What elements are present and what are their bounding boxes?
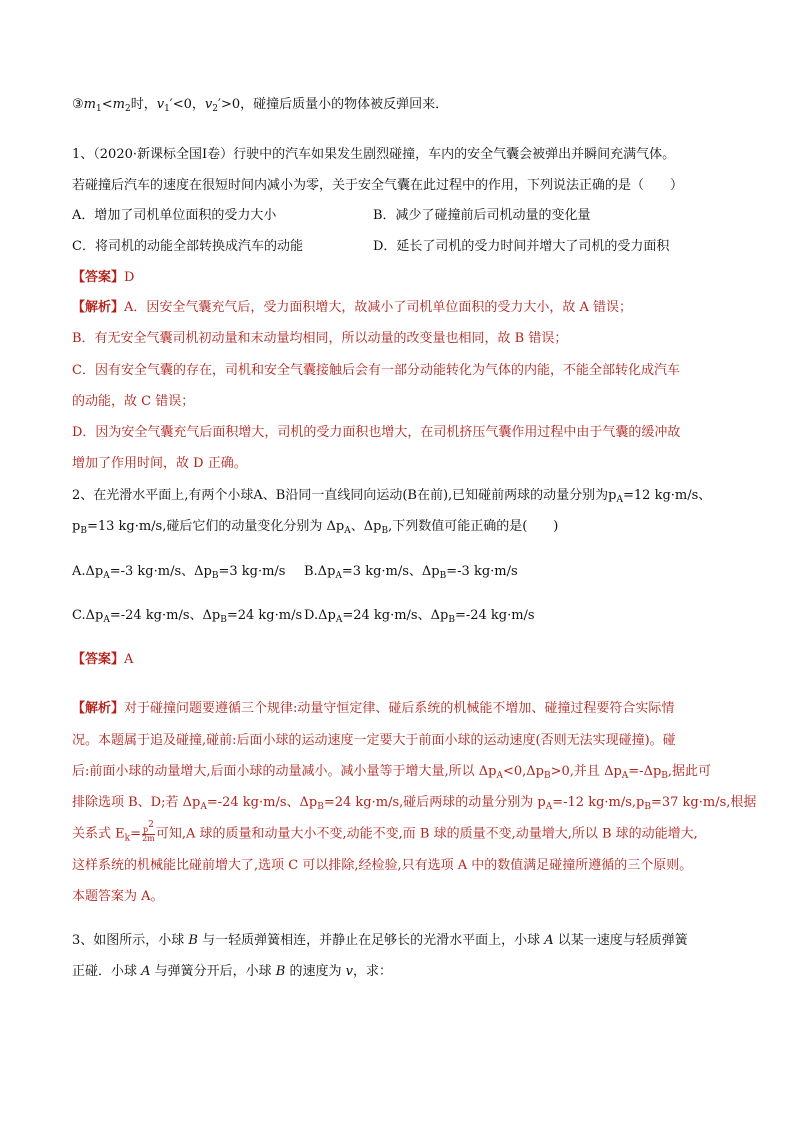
- q1-stem-line2: 若碰撞后汽车的速度在很短时间内减小为零，关于安全气囊在此过程中的作用，下列说法正确的是（ ）: [72, 178, 684, 193]
- analysis-tag: 【解析】: [72, 701, 125, 716]
- q1-option-b: B．减少了碰撞前后司机动量的变化量: [373, 208, 591, 223]
- answer-tag: 【答案】: [72, 652, 125, 667]
- q1-analysis-b: B．有无安全气囊司机初动量和末动量均相同，所以动量的改变量也相同，故 B 错误；: [72, 331, 568, 346]
- q1-option-c: C．将司机的动能全部转换成汽车的动能: [72, 239, 303, 254]
- q2-answer: [72, 651, 133, 669]
- q2-analysis-line4: 排除选项 B、D;若 $\Delta p_A=-24$ kg·m/s、$\Delta p_B=24$ kg·m/s,碰后两球的动量分别为 $p_A=-12$ $kg\cdot m/s,p_B=37$ kg·m/s,根据: [72, 795, 757, 812]
- q2-option-b: $B.\Delta p_A=3$ kg·m/s、$\Delta p_B=-3$ kg·m/s: [304, 564, 518, 581]
- q1-analysis-a: 【解析】A．因安全气囊充气后，受力面积增大，故减小了司机单位面积的受力大小，故 A 错误；: [72, 300, 633, 315]
- q1-analysis-c1: C．因有安全气囊的存在，司机和安全气囊接触后会有一部分动能转化为气体的内能，不能全部转化成汽车: [72, 363, 680, 378]
- q2-option-a: $A.\Delta p_A=-3$ kg·m/s、$\Delta p_B=3$ kg·m/s: [72, 564, 286, 581]
- intro-line: $③m_1<m_2$时，$v_1'<0$，$v_2'>0$，碰撞后质量小的物体被反弹回来．: [72, 97, 449, 114]
- q1-analysis-d1: D．因为安全气囊充气后面积增大，司机的受力面积也增大，在司机挤压气囊作用过程中由于气囊的缓冲故: [72, 425, 681, 440]
- q2-stem-line1: 2、在光滑水平面上,有两个小球A、B沿同一直线同向运动(B在前),已知碰前两球的动量分别为$p_A=12$ kg·m/s、: [72, 488, 712, 505]
- answer-tag: 【答案】: [72, 270, 125, 285]
- q2-analysis-line1: 【解析】对于碰撞问题要遵循三个规律:动量守恒定律、碰后系统的机械能不增加、碰撞过程要符合实际情: [72, 701, 675, 716]
- q2-analysis-line3: 后:前面小球的动量增大,后面小球的动量减小。减小量等于增大量,所以 $\Delta p_A<0,\Delta p_B>0$,并且 $\Delta p_A=-\Delta p_B$,据此可: [72, 764, 712, 781]
- q1-option-d: D．延长了司机的受力时间并增大了司机的受力面积: [373, 239, 670, 254]
- q2-stem-line2: $p_B=13$ kg·m/s,碰后它们的动量变化分别为 $\Delta p_A$、$\Delta p_B$,下列数值可能正确的是( ): [72, 519, 559, 536]
- q1-answer: [72, 269, 134, 287]
- q2-analysis-line7: 本题答案为 A。: [72, 889, 164, 904]
- q2-analysis-line6: 这样系统的机械能比碰前增大了,选项 C 可以排除,经检验,只有选项 A 中的数值满足碰撞所遵循的三个原则。: [72, 858, 693, 873]
- q3-stem-line1: 3、如图所示，小球 B 与一轻质弹簧相连，并静止在足够长的光滑水平面上，小球 A 以某一速度与轻质弹簧: [72, 933, 688, 948]
- q1-analysis-d2: 增加了作用时间，故 D 正确。: [72, 456, 247, 471]
- answer-value: D: [124, 270, 135, 285]
- analysis-tag: 【解析】: [72, 300, 125, 315]
- q2-analysis-line5: 关系式 $E_k=$ $\frac{p^2}{2m}$ 可知,A 球的质量和动量大小不变,动能不变,而 B 球的质量不变,动量增大,所以 B 球的动能增大,: [72, 820, 698, 844]
- q1-analysis-c2: 的动能，故 C 错误；: [72, 394, 195, 409]
- q2-analysis-line2: 况。本题属于追及碰撞,碰前:后面小球的运动速度一定要大于前面小球的运动速度(否则无法实现碰撞)。碰: [72, 733, 676, 748]
- q1-option-a: A．增加了司机单位面积的受力大小: [72, 208, 277, 223]
- circle-number: ③: [72, 97, 84, 112]
- q2-option-c: $C.\Delta p_A=-24$ kg·m/s、$\Delta p_B=24$ kg·m/s: [72, 608, 303, 625]
- q2-option-d: $D.\Delta p_A=24$ kg·m/s、$\Delta p_B=-24$ kg·m/s: [304, 608, 535, 625]
- q1-stem-line1: 1、（2020·新课标全国Ⅰ卷）行驶中的汽车如果发生剧烈碰撞，车内的安全气囊会被弹出并瞬间充满气体。: [72, 147, 676, 162]
- kinetic-energy-fraction: $\frac{p^2}{2m}$: [142, 820, 155, 843]
- q3-stem-line2: 正碰．小球 A 与弹簧分开后，小球 B 的速度为 v，求：: [72, 964, 392, 979]
- answer-value: A: [124, 652, 134, 667]
